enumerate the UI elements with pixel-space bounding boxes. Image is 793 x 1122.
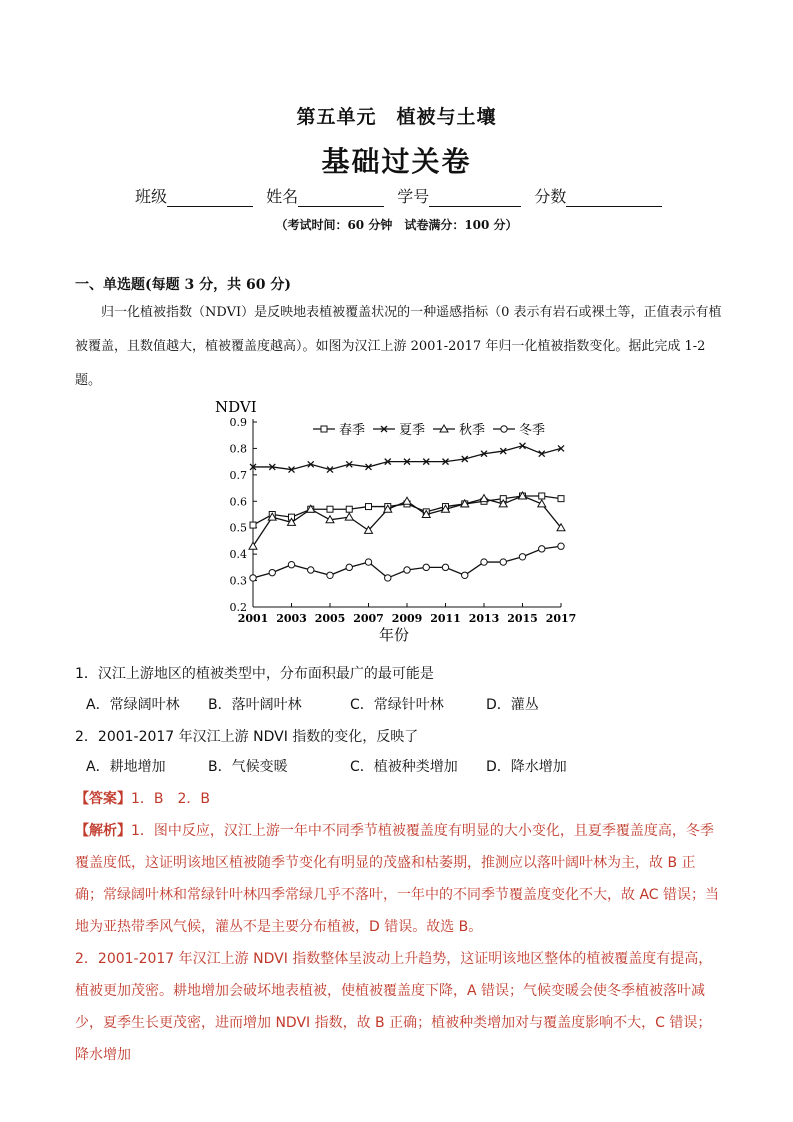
circle-marker xyxy=(250,575,256,581)
x-tick-label: 2015 xyxy=(507,612,538,625)
series-line xyxy=(253,446,561,470)
square-marker xyxy=(366,504,372,510)
square-marker xyxy=(327,506,333,512)
x-tick-label: 2011 xyxy=(430,612,461,625)
circle-marker xyxy=(365,559,371,565)
question-2-option-a[interactable]: A．耕地增加 xyxy=(86,759,166,775)
circle-marker xyxy=(269,569,275,575)
question-2-stem: 2．2001-2017 年汉江上游 NDVI 指数的变化，反映了 xyxy=(75,729,419,745)
circle-marker xyxy=(288,562,294,568)
circle-marker xyxy=(519,554,525,560)
square-marker xyxy=(250,522,256,528)
y-tick-label: 0.2 xyxy=(229,601,247,614)
square-marker xyxy=(346,506,352,512)
y-tick-label: 0.6 xyxy=(229,495,247,509)
y-tick-label: 0.7 xyxy=(229,468,247,482)
ndvi-line-chart xyxy=(205,392,585,652)
chart-ylabel: NDVI xyxy=(215,398,257,416)
square-marker xyxy=(321,426,327,432)
legend-label: 春季 xyxy=(339,423,366,438)
x-tick-label: 2017 xyxy=(545,612,577,625)
student-info-row xyxy=(135,184,670,207)
series-triangle xyxy=(249,492,565,549)
analysis-tag: 【解析】 xyxy=(75,823,131,839)
legend-label: 秋季 xyxy=(459,423,486,438)
analysis-block xyxy=(75,815,723,1071)
x-tick-label: 2003 xyxy=(276,612,307,625)
name-label: 姓名 xyxy=(266,187,299,206)
y-tick-label: 0.4 xyxy=(229,548,247,562)
score-blank[interactable] xyxy=(566,190,662,207)
answer-line xyxy=(75,788,210,808)
name-blank[interactable] xyxy=(298,190,384,207)
class-blank[interactable] xyxy=(167,190,253,207)
x-tick-label: 2005 xyxy=(314,612,346,625)
circle-marker xyxy=(423,564,429,570)
unit-title: 第五单元 植被与土壤 xyxy=(296,106,497,128)
question-1-option-c[interactable]: C．常绿针叶林 xyxy=(350,697,444,713)
question-1-option-b[interactable]: B．落叶阔叶林 xyxy=(208,697,302,713)
question-2-option-c[interactable]: C．植被种类增加 xyxy=(350,759,458,775)
circle-marker xyxy=(500,559,506,565)
circle-marker xyxy=(501,426,507,432)
student-id-label: 学号 xyxy=(397,187,430,206)
question-intro: 归一化植被指数（NDVI）是反映地表植被覆盖状况的一种遥感指标（0 表示有岩石或裸土等，正值表示有植被覆盖，且数值越大，植被覆盖度越高）。如图为汉江上游 2001-2017 年归一化植被指数变化。据此完成 1-2 题。 xyxy=(75,305,722,388)
x-tick-label: 2009 xyxy=(391,612,423,625)
circle-marker xyxy=(481,559,487,565)
series-circle xyxy=(250,543,564,581)
y-tick-label: 0.3 xyxy=(229,574,247,588)
chart-xlabel: 年份 xyxy=(379,626,410,644)
analysis-paragraph-2: 2．2001-2017 年汉江上游 NDVI 指数整体呈波动上升趋势，这证明该地区整体的植被覆盖度有提高，植被更加茂密。耕地增加会破坏地表植被，使植被覆盖度下降，A 错误；气候变暖会使冬季植被落叶减少，夏季生长更茂密，进而增加 NDVI 指数，故 B 正确；植被种类增加对与覆盖度影响不大，C 错误；降水增加 xyxy=(75,951,713,1063)
circle-marker xyxy=(327,572,333,578)
class-label: 班级 xyxy=(135,187,168,206)
score-label: 分数 xyxy=(534,187,567,206)
y-tick-label: 0.8 xyxy=(229,442,247,456)
square-marker xyxy=(558,496,564,502)
section-heading: 一、单选题(每题 3 分，共 60 分) xyxy=(75,277,291,293)
triangle-marker xyxy=(249,542,257,549)
circle-marker xyxy=(404,567,410,573)
y-tick-label: 0.5 xyxy=(229,521,247,535)
legend-label: 夏季 xyxy=(399,423,426,438)
question-2-option-b[interactable]: B．气候变暖 xyxy=(208,759,288,775)
circle-marker xyxy=(558,543,564,549)
main-title: 基础过关卷 xyxy=(321,145,472,178)
question-1-option-a[interactable]: A．常绿阔叶林 xyxy=(86,697,180,713)
question-1-stem: 1．汉江上游地区的植被类型中，分布面积最广的最可能是 xyxy=(75,666,434,682)
analysis-text-1: 1．图中反应，汉江上游一年中不同季节植被覆盖度有明显的大小变化，且夏季覆盖度高，冬季覆盖度低，这证明该地区植被随季节变化有明显的茂盛和枯萎期，推测应以落叶阔叶林为主，故 B 正确；常绿阔叶林和常绿针叶林四季常绿几乎不落叶，一年中的不同季节覆盖度变化不大，故 AC 错误；当地为亚热带季风气候，灌丛不是主要分布植被，D 错误。故选 B。 xyxy=(75,823,720,935)
circle-marker xyxy=(442,564,448,570)
x-tick-label: 2007 xyxy=(353,612,384,625)
circle-marker xyxy=(385,575,391,581)
student-id-blank[interactable] xyxy=(429,190,521,207)
circle-marker xyxy=(346,564,352,570)
triangle-marker xyxy=(345,513,353,520)
y-tick-label: 0.9 xyxy=(229,416,247,429)
x-tick-label: 2001 xyxy=(237,612,269,625)
exam-note: （考试时间：60 分钟 试卷满分：100 分） xyxy=(275,218,518,232)
legend-label: 冬季 xyxy=(519,423,546,438)
x-tick-label: 2013 xyxy=(468,612,500,625)
circle-marker xyxy=(539,546,545,552)
question-2-option-d[interactable]: D．降水增加 xyxy=(486,759,567,775)
circle-marker xyxy=(462,572,468,578)
question-1-option-d[interactable]: D．灌丛 xyxy=(486,697,539,713)
circle-marker xyxy=(308,567,314,573)
answer-tag: 【答案】 xyxy=(75,791,131,807)
analysis-paragraph-1 xyxy=(75,815,723,943)
answer-text: 1．B 2．B xyxy=(131,791,211,807)
series-cross xyxy=(250,443,564,473)
square-marker xyxy=(539,493,545,499)
